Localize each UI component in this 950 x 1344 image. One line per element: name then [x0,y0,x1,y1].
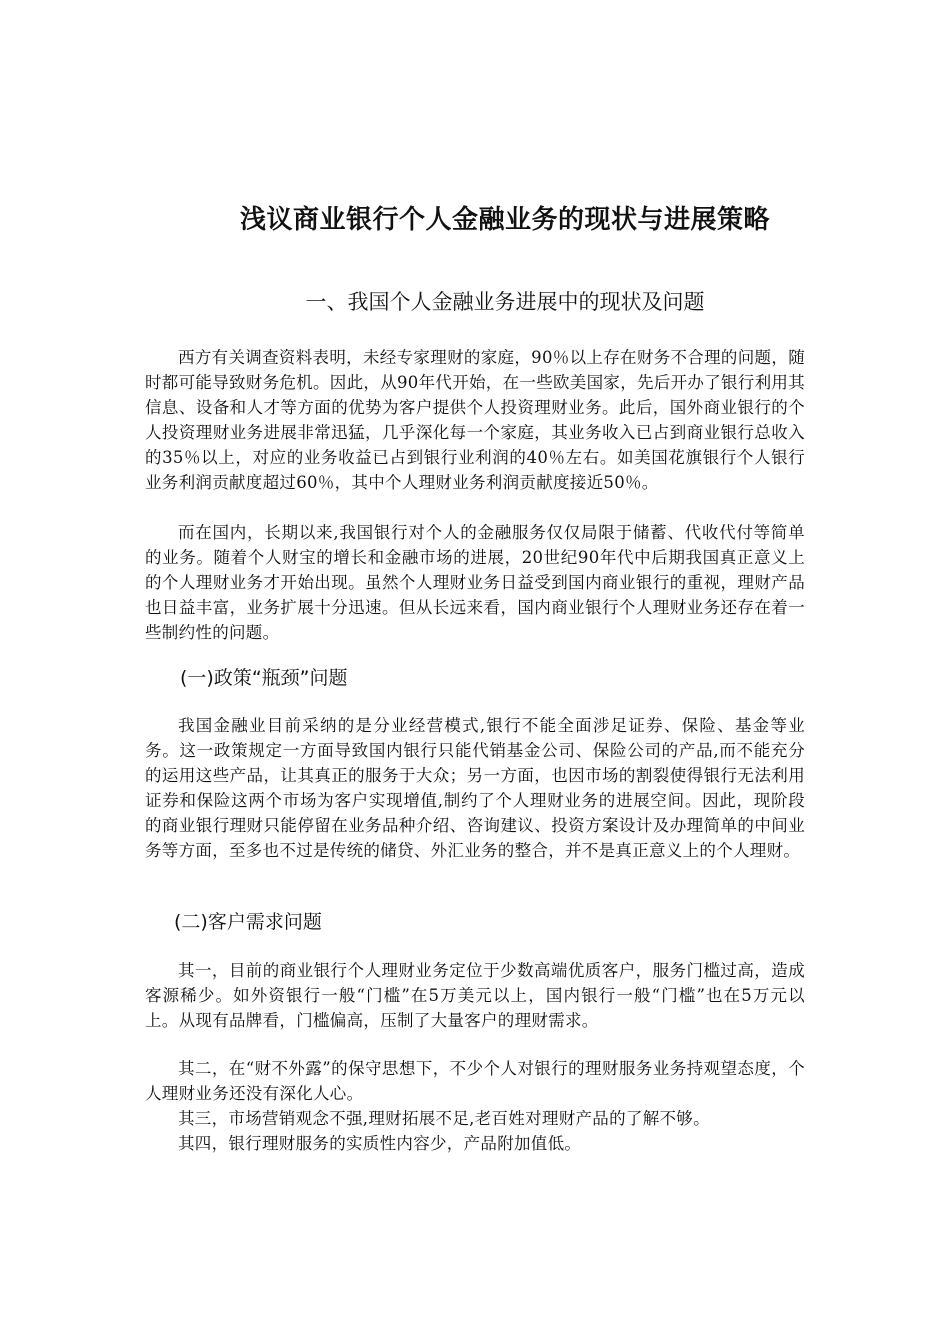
section-heading: 一、我国个人金融业务进展中的现状及问题 [305,290,705,314]
paragraph: 其四，银行理财服务的实质性内容少，产品附加值低。 [178,1134,582,1153]
paragraph: 其三，市场营销观念不强,理财拓展不足,老百姓对理财产品的了解不够。 [178,1109,710,1128]
paragraph: 其一，目前的商业银行个人理财业务定位于少数高端优质客户，服务门槛过高，造成客源稀少。如外资银行一般“门槛”在5万美元以上，国内银行一般“门槛”也在5万元以上。从现有品牌看，门槛偏高，压制了大量客户的理财需求。 [145,961,805,1030]
document-title: 浅议商业银行个人金融业务的现状与进展策略 [239,205,770,235]
paragraph: 而在国内，长期以来,我国银行对个人的金融服务仅仅局限于储蓄、代收代付等简单的业务。随着个人财宝的增长和金融市场的进展，20世纪90年代中后期我国真正意义上的个人理财业务才开始出现。虽然个人理财业务日益受到国内商业银行的重视，理财产品也日益丰富，业务扩展十分迅速。但从长远来看，国内商业银行个人理财业务还存在着一些制约性的问题。 [145,523,805,642]
paragraph: 我国金融业目前采纳的是分业经营模式,银行不能全面涉足证券、保险、基金等业务。这一政策规定一方面导致国内银行只能代销基金公司、保险公司的产品,而不能充分的运用这些产品，让其真正的服务于大众；另一方面，也因市场的割裂使得银行无法利用证券和保险这两个市场为客户实现增值,制约了个人理财业务的进展空间。因此，现阶段的商业银行理财只能停留在业务品种介绍、咨询建议、投资方案设计及办理简单的中间业务等方面，至多也不过是传统的储贷、外汇业务的整合，并不是真正意义上的个人理财。 [145,716,805,860]
subheading-policy-bottleneck: (一)政策“瓶颈”问题 [180,667,348,689]
paragraph: 其二，在“财不外露”的保守思想下，不少个人对银行的理财服务业务持观望态度，个人理财业务还没有深化人心。 [145,1059,805,1103]
subheading-customer-demand: (二)客户需求问题 [174,911,322,933]
paragraph: 西方有关调查资料表明，未经专家理财的家庭，90％以上存在财务不合理的问题，随时都可能导致财务危机。因此，从90年代开始，在一些欧美国家，先后开办了银行利用其信息、设备和人才等方面的优势为客户提供个人投资理财业务。此后，国外商业银行的个人投资理财业务进展非常迅猛，几乎深化每一个家庭，其业务收入已占到商业银行总收入的35％以上，对应的业务收益已占到银行业利润的40％左右。如美国花旗银行个人银行业务利润贡献度超过60％，其中个人理财业务利润贡献度接近50％。 [145,348,805,492]
